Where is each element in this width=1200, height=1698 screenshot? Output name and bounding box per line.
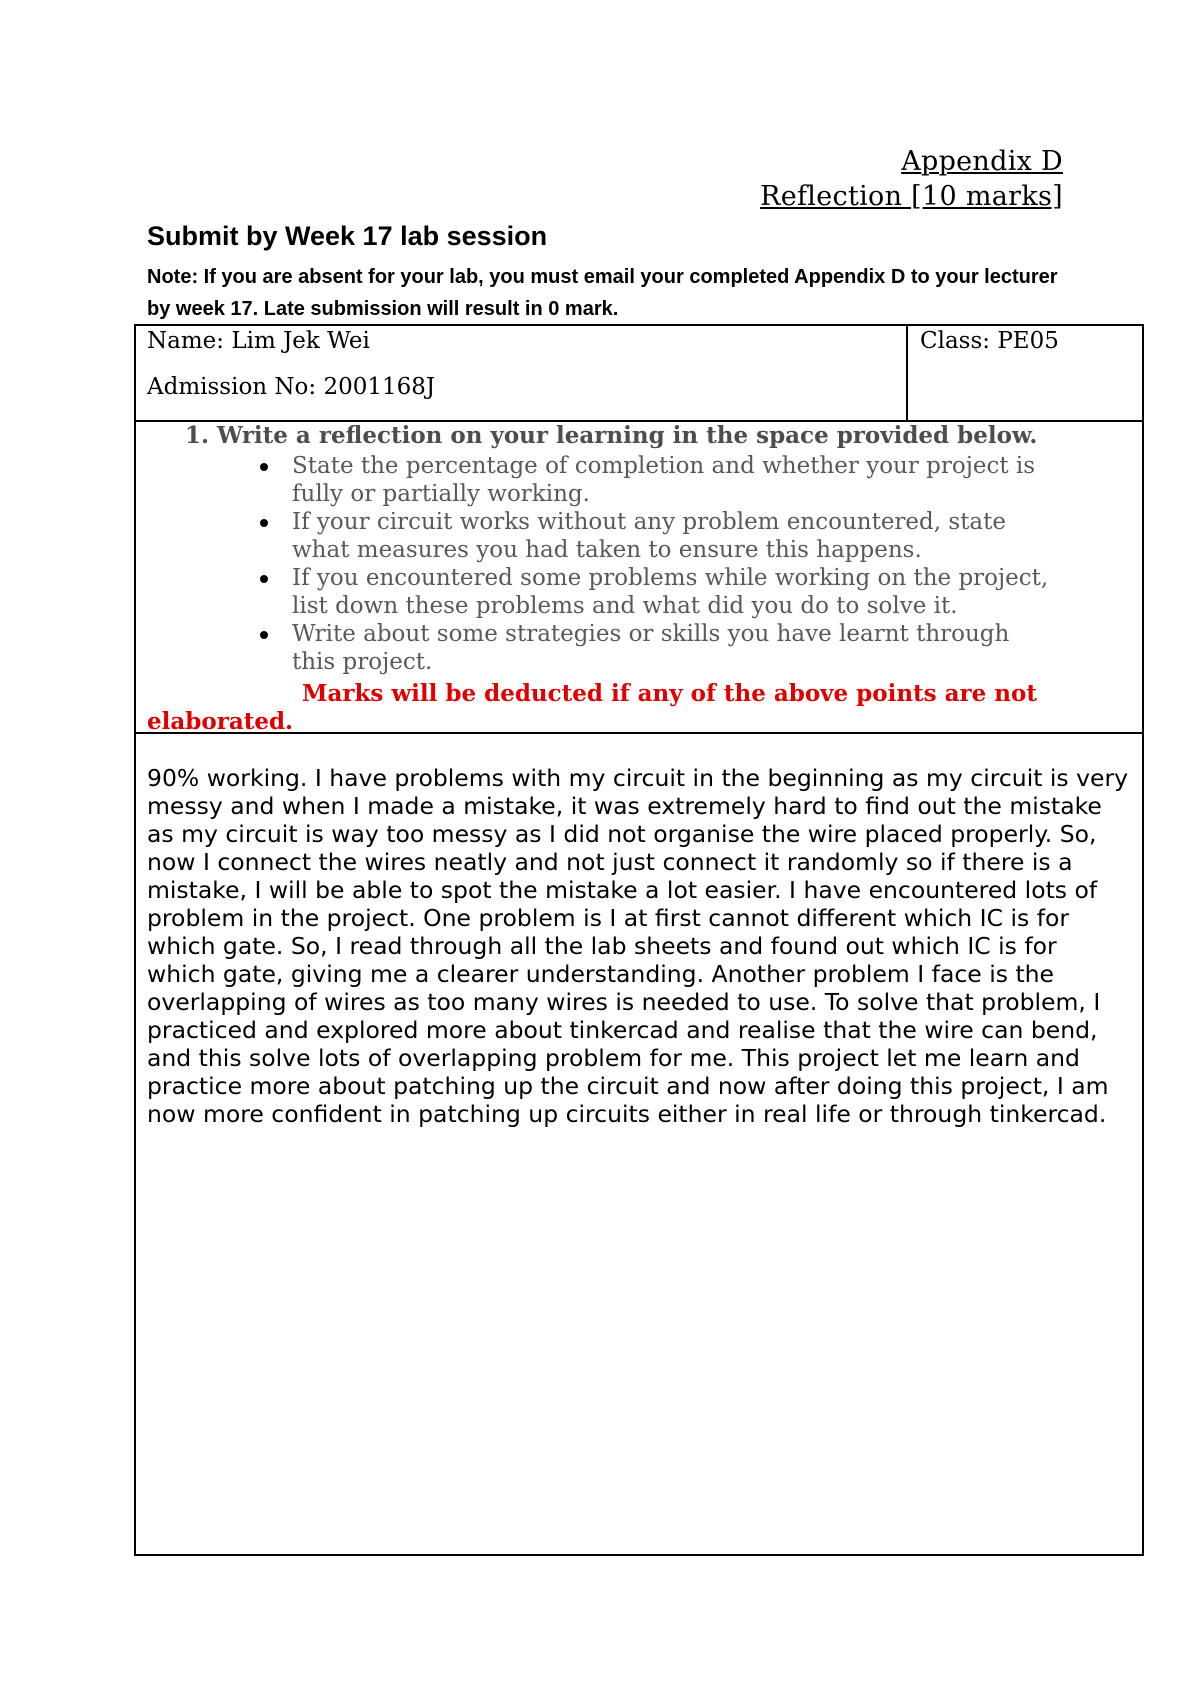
answer-row [136,734,1142,1554]
student-name: Name: Lim Jek Wei [147,328,370,354]
instruction-text: If you encountered some problems while working on the project, list down these problems and what did you do to solve it. [292,565,1049,619]
submit-deadline-title: Submit by Week 17 lab session [147,221,548,251]
student-details-cell [136,326,908,420]
instruction-list [136,452,1136,676]
bullet-icon [260,575,268,583]
student-info-row [136,326,1142,422]
question-heading: 1. Write a reflection on your learning in the space provided below. [185,422,1038,449]
instruction-text: Write about some strategies or skills you have learnt through this project. [292,621,1010,675]
list-item [136,508,1052,564]
reflection-heading: Reflection [10 marks] [760,181,1063,212]
instruction-text: If your circuit works without any problem encountered, state what measures you had taken to ensure this happens. [292,509,1006,563]
list-item [136,564,1052,620]
list-item [136,620,1052,676]
instruction-text: State the percentage of completion and whether your project is fully or partially working. [292,453,1036,507]
instructions-row [136,422,1142,734]
absence-note: Note: If you are absent for your lab, you must email your completed Appendix D to your lecturer by week 17. Late submission will result in 0 mark. [147,266,1058,320]
reflection-answer: 90% working. I have problems with my circuit in the beginning as my circuit is very messy and when I made a mistake, it was extremely hard to find out the mistake as my circuit is way too messy as I did not organise the wire placed properly. So, now I connect the wires neatly and not just connect it randomly so if there is a mistake, I will be able to spot the mistake a lot easier. I have encountered lots of problem in the project. One problem is I at first cannot different which IC is for which gate. So, I read through all the lab sheets and found out which IC is for which gate, giving me a clearer understanding. Another problem I face is the overlapping of wires as too many wires is needed to use. To solve that problem, I practiced and explored more about tinkercad and realise that the wire can bend, and this solve lots of overlapping problem for me. This project let me learn and practice more about patching up the circuit and now after doing this project, I am now more confident in patching up circuits either in real life or through tinkercad. [147,764,1129,1128]
admission-number: Admission No: 2001168J [147,374,436,400]
list-item [136,452,1052,508]
marks-warning: Marks will be deducted if any of the above points are not elaborated. [147,680,1037,735]
bullet-icon [260,463,268,471]
class-code: Class: PE05 [920,328,1059,354]
appendix-heading: Appendix D [901,146,1063,177]
reflection-form-table [134,324,1144,1556]
bullet-icon [260,519,268,527]
bullet-icon [260,631,268,639]
